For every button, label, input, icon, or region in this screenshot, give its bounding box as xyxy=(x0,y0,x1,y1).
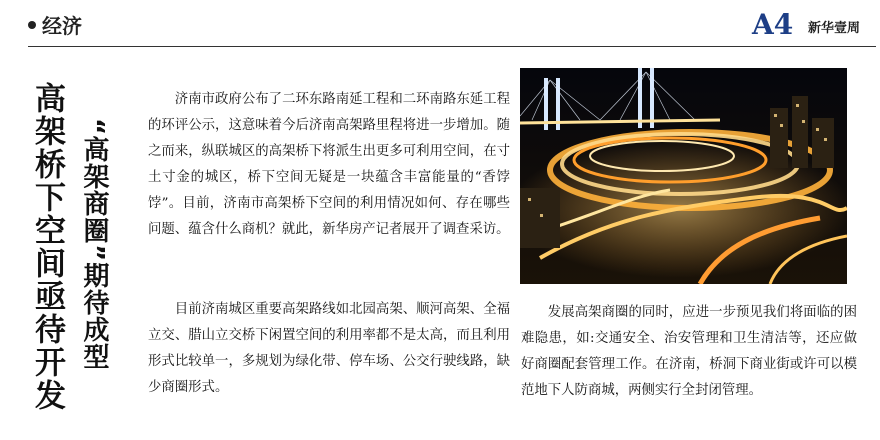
bullet-icon xyxy=(28,21,36,29)
photo-illustration xyxy=(520,68,847,284)
header-divider xyxy=(28,46,876,47)
night-overpass-photo xyxy=(520,68,847,284)
main-headline: 高架桥下空间亟待开发 xyxy=(29,82,65,412)
section-label xyxy=(28,10,82,39)
sub-headline: “高架商圈”期待成型 xyxy=(79,118,109,371)
section-name: 经济 xyxy=(42,14,82,38)
article-paragraph-2: 目前济南城区重要高架路线如北园高架、顺河高架、全福立交、腊山立交桥下闲置空间的利用率都不是太高，而且利用形式比较单一，多规划为绿化带、停车场、公交行驶线路，缺少商圈形式。 xyxy=(148,302,510,395)
article-paragraph-3: 发展高架商圈的同时，应进一步预见我们将面临的困难隐患，如:交通安全、治安管理和卫生清洁等，还应做好商圈配套管理工作。在济南，桥洞下商业街或许可以模范地下人防商城，两侧实行全封闭管理。 xyxy=(521,305,857,398)
publication-name: 新华壹周 xyxy=(808,21,861,36)
article-paragraph-1: 济南市政府公布了二环东路南延工程和二环南路东延工程的环评公示，这意味着今后济南高架路里程将进一步增加。随之而来，纵联城区的高架桥下将派生出更多可利用空间，在寸土寸金的城区，桥下空间无疑是一块蕴含丰富能量的“香饽饽”。目前，济南市高架桥下空间的利用情况如何、存在哪些问题、蕴含什么商机？就此，新华房产记者展开了调查采访。 xyxy=(148,92,510,237)
page-number: A4 xyxy=(752,8,794,41)
page-header xyxy=(0,0,880,48)
